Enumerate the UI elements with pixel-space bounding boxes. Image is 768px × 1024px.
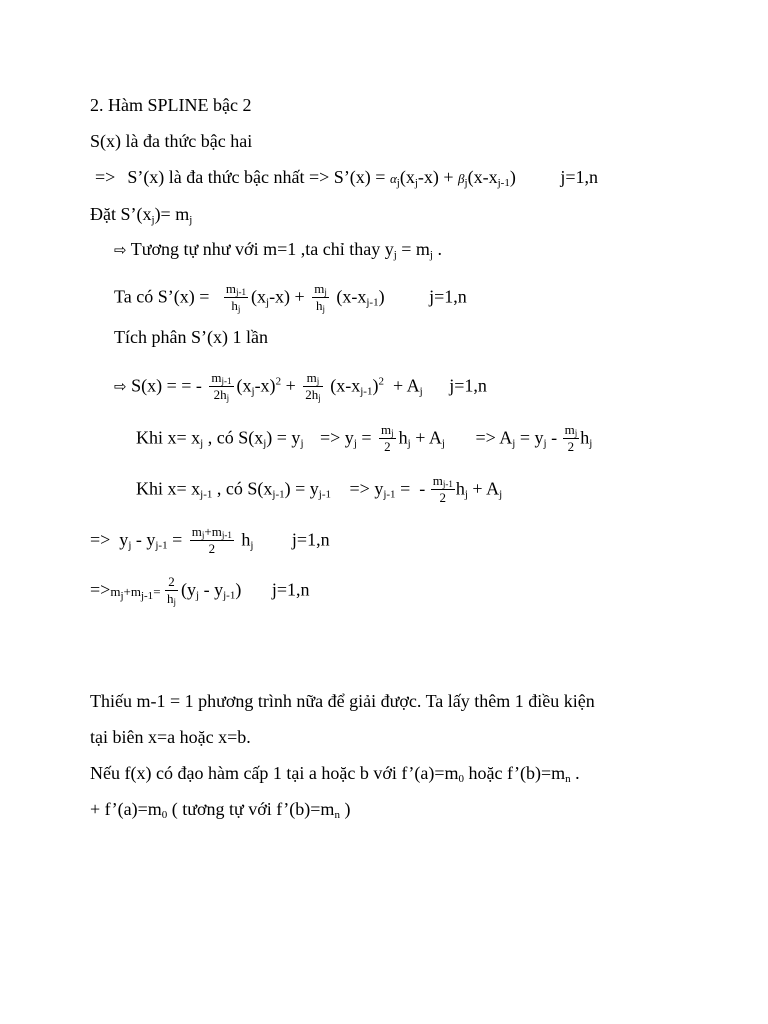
alpha-symbol: α: [389, 171, 397, 186]
fraction-mj-over-2hj: $\frac{m_j}{2h_j}$: [305, 370, 321, 403]
fraction-sum-over-2: $\frac{m_j+m_{j-1}}{2}$: [191, 524, 232, 556]
fraction-mj-over-hj: $\frac{m_j}{h_j}$: [314, 281, 327, 314]
fraction-mj1-over-2hj: $\frac{m_{j-1}}{2h_j}$: [211, 370, 232, 403]
fraction-2-over-hj: $\frac{2}{h_j}$: [167, 574, 177, 607]
paragraph-derivative-condition: Nếu f(x) có đạo hàm cấp 1 tại a hoặc b với $f’(a)=m_0$ hoặc $f’(b)=m_n$ .: [90, 763, 580, 785]
fraction-mj1-over-hj: $\frac{m_{j-1}}{h_j}$: [225, 281, 246, 314]
fraction-mj1-over-2: $\frac{m_{j-1}}{2}$: [432, 473, 453, 505]
line-condition-xj: Khi $x= x_j$ , có $S(x_j) = y_j => y_j$ = $\frac{m_j}{2}$ $h_j + A_j => A_j = y_j$ - $\frac{m_j}{2}$ $h_j$: [136, 422, 593, 454]
line-analogy: ⇨ Tương tự như với m=1 ,ta chỉ thay $y_j = m_j$ .: [114, 239, 442, 261]
section-heading: 2. Hàm SPLINE bậc 2: [90, 95, 252, 115]
paragraph-case-f-a: + $f’(a)=m_0$ ( tương tự với $f’(b)=m_n$ ): [90, 799, 351, 821]
paragraph-missing-equation: Thiếu m-1 = 1 phương trình nữa để giải được. Ta lấy thêm 1 điều kiện: [90, 691, 595, 711]
paragraph-boundary: tại biên x=a hoặc x=b.: [90, 727, 251, 747]
implies-arrow-icon: ⇨: [114, 241, 127, 259]
line-difference: => $y_j - y_{j-1}$ = $\frac{m_j+m_{j-1}}{2}$ $h_j$ j=1,n: [90, 524, 330, 556]
beta-symbol: β: [458, 171, 465, 186]
line-derivative: => S’(x) là đa thức bậc nhất => S’(x) = $\alpha_j(x_j-x) + \beta_j(x-x_{j-1})$ j=1,n: [95, 167, 598, 189]
line-condition-xj1: Khi $x= x_{j-1}$ , có $S(x_{j-1}) = y_{j-1} => y_{j-1}$ = - $\frac{m_{j-1}}{2}$ $h_j + A_j$: [136, 473, 503, 505]
line-derivative-formula: Ta có S’(x) = $\frac{m_{j-1}}{h_j}$ $(x_j-x)$ + $\frac{m_j}{h_j}$ $(x-x_{j-1})$ j=1,n: [114, 281, 467, 314]
line-quadratic: S(x) là đa thức bậc hai: [90, 131, 253, 151]
line-result: $=>m_j+m_{j-1}=$ $\frac{2}{h_j}$ $(y_j - y_{j-1})$ j=1,n: [90, 574, 310, 607]
implies-arrow-icon: ⇨: [114, 377, 127, 396]
line-spline-formula: ⇨ S(x) = = - $\frac{m_{j-1}}{2h_j}$ $(x_j-x)^2$ + $\frac{m_j}{2h_j}$ $(x-x_{j-1})^2 + A_j$ j=1,n: [114, 370, 487, 403]
line-set-mj: Đặt $S’(x_j)= m_j$: [90, 204, 193, 226]
fraction-mj-over-2: $\frac{m_j}{2}$: [381, 422, 394, 454]
fraction-mj-over-2-b: $\frac{m_j}{2}$: [564, 422, 578, 454]
line-integrate: Tích phân S’(x) 1 lần: [114, 327, 268, 347]
